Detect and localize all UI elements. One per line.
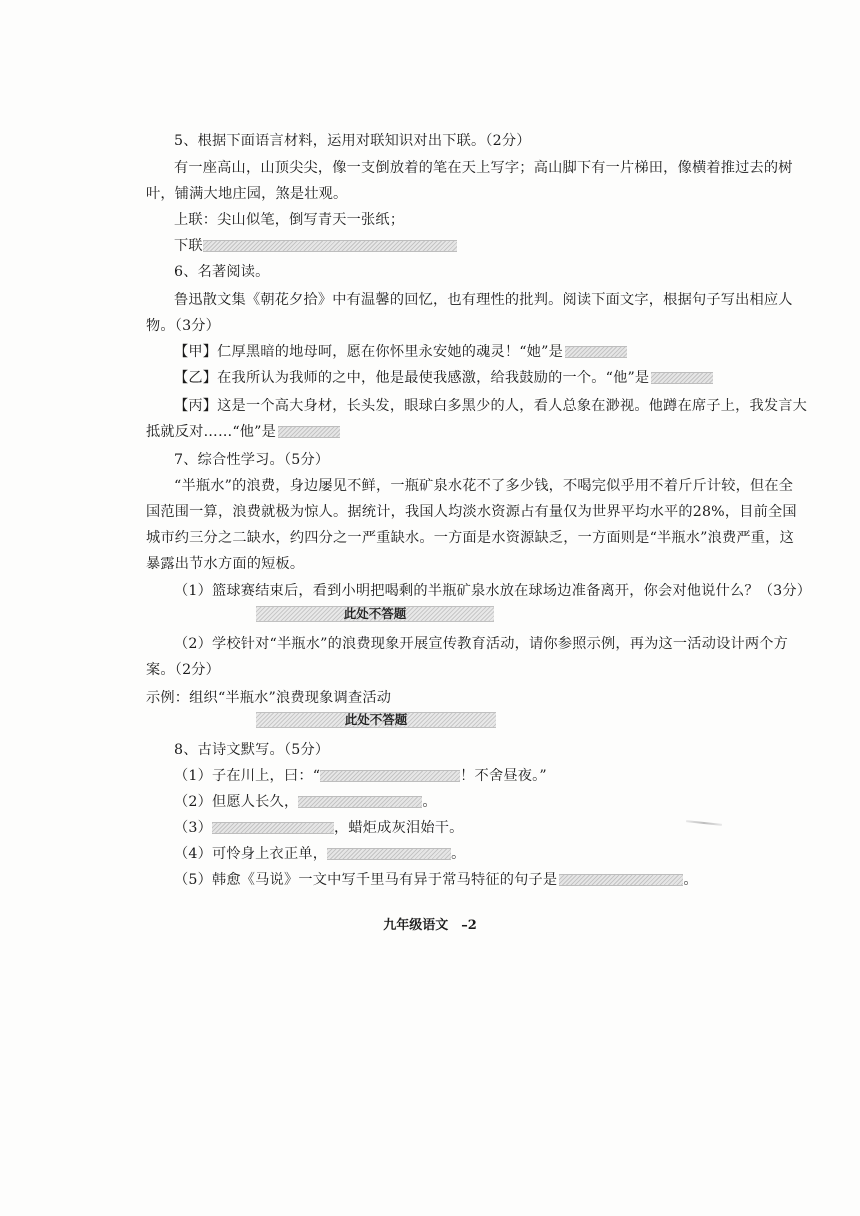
q8-item2	[174, 792, 437, 812]
q8-item4-suffix: 。	[451, 846, 466, 862]
q7-para-line3: 城市约三分之二缺水，约四分之一严重缺水。一方面是水资源缺乏，一方面则是“半瓶水”浪费严重，这	[146, 530, 794, 546]
q8-item3-prefix: （3）	[174, 820, 213, 836]
q5-lower-couplet	[174, 236, 457, 256]
q8-item4-prefix: （4）可怜身上衣正单，	[174, 846, 328, 862]
q7-example: 示例：组织“半瓶水”浪费现象调查活动	[146, 690, 392, 706]
q5-material-line1: 有一座高山，山顶尖尖，像一支倒放着的笔在天上写字；高山脚下有一片梯田，像横着推过去的树	[174, 160, 793, 176]
q5-lower-label: 下联	[174, 238, 203, 254]
q6-yi-text: 【乙】在我所认为我师的之中，他是最使我感激，给我鼓励的一个。“他”是	[174, 370, 650, 386]
q6-item-yi	[174, 368, 713, 388]
q7-para-line1: “半瓶水”的浪费，身边屡见不鲜，一瓶矿泉水花不了多少钱，不喝完似乎用不着斤斤计较，但在全	[174, 478, 794, 494]
q6-item-bing-line1: 【丙】这是一个高大身材，长头发，眼球白多黑少的人，看人总象在渺视。他蹲在席子上，我发言大	[174, 398, 808, 414]
q6-jia-text: 【甲】仁厚黑暗的地母呵，愿在你怀里永安她的魂灵！“她”是	[174, 344, 563, 360]
q8-item1-suffix: ！不舍昼夜。”	[460, 768, 547, 784]
q8-item5-prefix: （5）韩愈《马说》一文中写千里马有异于常马特征的句子是	[174, 872, 558, 888]
q8-item2-blank[interactable]	[298, 796, 422, 808]
q7-sub1: （1）篮球赛结束后，看到小明把喝剩的半瓶矿泉水放在球场边准备离开，你会对他说什么？（3分）	[174, 583, 812, 599]
q8-item2-prefix: （2）但愿人长久，	[174, 794, 299, 810]
q6-title: 6、名著阅读。	[174, 264, 270, 280]
q8-item2-suffix: 。	[422, 794, 437, 810]
q6-yi-blank[interactable]	[651, 372, 713, 384]
q7-sub2-line1: （2）学校针对“半瓶水”的浪费现象开展宣传教育活动，请你参照示例，再为这一活动设计两个方	[174, 636, 789, 652]
q5-title: 5、根据下面语言材料，运用对联知识对出下联。（2分）	[174, 133, 531, 149]
q7-sub2-line2: 案。（2分）	[146, 662, 221, 678]
q8-item1-blank[interactable]	[320, 770, 460, 782]
q8-item5-suffix: 。	[683, 872, 698, 888]
q8-item3-suffix: ，蜡炬成灰泪始干。	[334, 820, 464, 836]
q8-item1-prefix: （1）子在川上，曰：“	[174, 768, 321, 784]
q8-item1	[174, 766, 547, 786]
q8-title: 8、古诗文默写。（5分）	[174, 742, 330, 758]
q6-bing-text: 抵就反对……“他”是	[146, 424, 277, 440]
q6-jia-blank[interactable]	[565, 346, 627, 358]
q8-item3	[174, 818, 464, 838]
q8-item4-blank[interactable]	[327, 848, 451, 860]
q7-no-answer-box1: 此处不答题	[256, 606, 494, 622]
q8-item4	[174, 844, 466, 864]
q5-material-line2: 叶，铺满大地庄园，煞是壮观。	[146, 186, 348, 202]
q6-item-bing-line2	[146, 422, 340, 442]
q7-no-answer-box2: 此处不答题	[256, 712, 496, 728]
q7-title: 7、综合性学习。（5分）	[174, 452, 330, 468]
scan-mark	[686, 820, 722, 826]
page-footer: 九年级语文 –2	[383, 918, 477, 933]
q6-intro-line2: 物。（3分）	[146, 318, 221, 334]
q7-para-line2: 国范围一算，浪费就极为惊人。据统计，我国人均淡水资源占有量仅为世界平均水平的28%，目前全国	[146, 504, 797, 520]
q6-bing-blank[interactable]	[278, 426, 340, 438]
q5-upper-couplet: 上联：尖山似笔，倒写青天一张纸；	[174, 212, 405, 228]
q8-item5	[174, 870, 698, 890]
q7-para-line4: 暴露出节水方面的短板。	[146, 556, 305, 572]
q8-item5-blank[interactable]	[559, 874, 683, 886]
q6-item-jia	[174, 342, 627, 362]
q5-answer-blank[interactable]	[203, 240, 457, 252]
q6-intro-line1: 鲁迅散文集《朝花夕拾》中有温馨的回忆，也有理性的批判。阅读下面文字，根据句子写出相应人	[174, 292, 793, 308]
q8-item3-blank[interactable]	[212, 822, 334, 834]
